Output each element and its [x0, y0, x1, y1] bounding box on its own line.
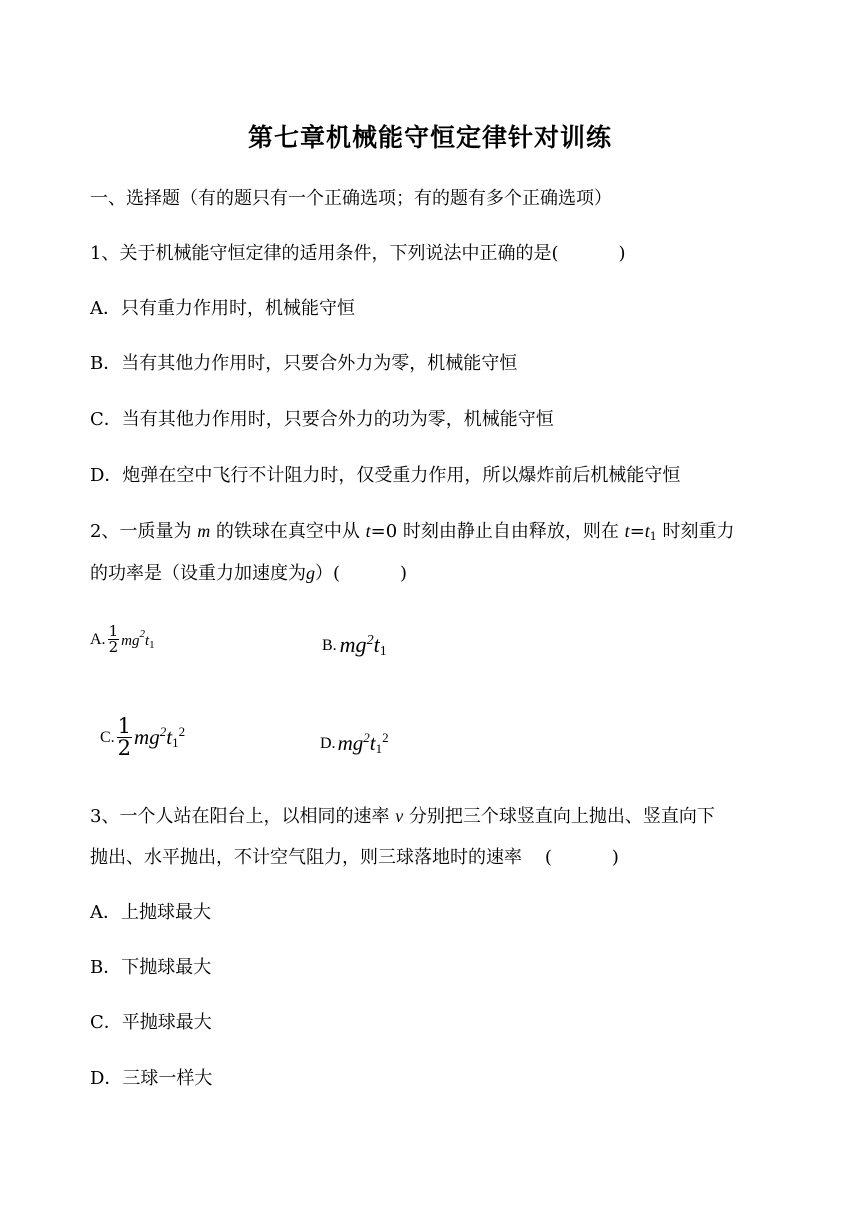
option-d-label: D.	[320, 734, 336, 752]
q1-option-d: D．炮弹在空中飞行不计阻力时，仅受重力作用，所以爆炸前后机械能守恒	[90, 465, 681, 486]
q3-option-d: D．三球一样大	[90, 1068, 213, 1089]
q2-text-2: 的铁球在真空中从	[215, 521, 360, 542]
q2-option-c	[100, 716, 185, 759]
option-a-formula: $mg^2t_1$	[121, 628, 155, 651]
q2-text-5: 的功率是（设重力加速度为	[90, 563, 306, 584]
q2-option-a	[90, 624, 155, 655]
option-c-formula: $mg^2t_1^2$	[134, 724, 186, 750]
q1-text: 1、关于机械能守恒定律的适用条件，下列说法中正确的是(	[90, 243, 559, 264]
q1-option-b: B．当有其他力作用时，只要合外力为零，机械能守恒	[90, 353, 518, 374]
q2-close-paren: )	[400, 563, 408, 584]
q3-text-2: 分别把三个球竖直向上抛出、竖直向下	[408, 806, 715, 827]
question-2-line1	[90, 520, 735, 548]
question-1-stem	[90, 243, 626, 265]
page-title: 第七章机械能守恒定律针对训练	[247, 123, 612, 152]
q1-option-a: A．只有重力作用时，机械能守恒	[90, 298, 355, 319]
q2-eq: =	[629, 521, 645, 542]
q2-text-6: ）(	[315, 563, 341, 584]
q2-text-3: =0 时刻由静止自由释放，则在	[370, 521, 619, 542]
option-a-label: A.	[90, 630, 106, 648]
option-c-fraction: $\frac{1}{2}$	[117, 714, 132, 760]
q3-text-3: 抛出、水平抛出，不计空气阻力，则三球落地时的速率	[90, 847, 522, 868]
q2-var-t2: t	[624, 521, 630, 541]
q3-text-1: 3、一个人站在阳台上，以相同的速率	[90, 806, 390, 827]
q2-sub-1: 1	[649, 530, 657, 543]
q1-close-paren: )	[618, 243, 626, 264]
q3-option-c: C．平抛球最大	[90, 1012, 212, 1033]
q1-option-c: C．当有其他力作用时，只要合外力的功为零，机械能守恒	[90, 409, 554, 430]
q3-option-a: A．上抛球最大	[90, 902, 211, 923]
q2-option-d	[320, 730, 389, 757]
option-a-fraction: $\frac{1}{2}$	[108, 622, 119, 656]
q2-text-4: 时刻重力	[662, 521, 735, 542]
section-heading: 一、选择题（有的题只有一个正确选项；有的题有多个正确选项）	[90, 188, 612, 209]
option-d-formula: $mg^2t_1^2$	[337, 730, 389, 756]
q2-var-t: t	[365, 521, 371, 541]
option-c-label: C.	[100, 728, 115, 746]
question-3-line1	[90, 805, 715, 828]
q2-var-m: m	[197, 521, 211, 541]
q3-option-b: B．下抛球最大	[90, 957, 212, 978]
q3-var-v: v	[395, 806, 404, 826]
option-b-label: B.	[322, 637, 337, 654]
q2-option-b	[322, 632, 387, 660]
q2-var-g: g	[306, 563, 315, 583]
q2-text-1: 2、一质量为	[90, 521, 192, 542]
question-2-line2	[90, 562, 407, 585]
question-3-line2	[90, 847, 619, 869]
q3-close-paren: )	[611, 847, 619, 868]
q2-var-t1: t	[644, 521, 650, 541]
option-b-formula: $mg^2t_1$	[339, 632, 387, 659]
q3-open-paren: (	[544, 847, 552, 868]
